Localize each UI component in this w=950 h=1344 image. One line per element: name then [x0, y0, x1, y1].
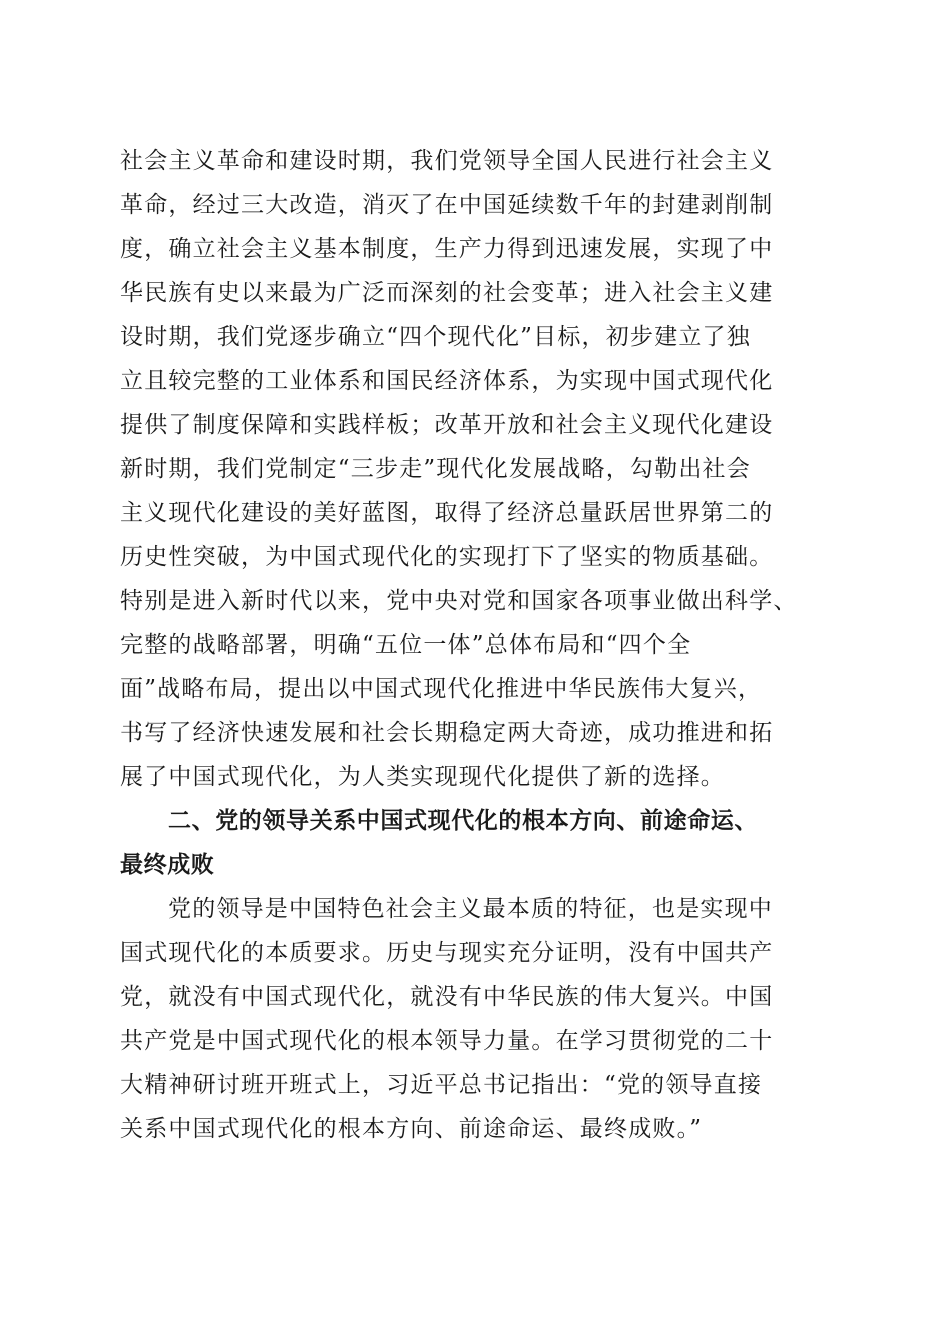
- paragraph-2-line: 党，就没有中国式现代化，就没有中华民族的伟大复兴。中国: [120, 984, 774, 1010]
- paragraph-1-line: 社会主义革命和建设时期，我们党领导全国人民进行社会主义: [120, 148, 774, 174]
- paragraph-1-line: 面”战略布局，提出以中国式现代化推进中华民族伟大复兴，: [120, 676, 763, 702]
- paragraph-1-line: 设时期，我们党逐步确立“四个现代化”目标，初步建立了独: [120, 324, 751, 350]
- paragraph-2-line: 大精神研讨班开班式上，习近平总书记指出：“党的领导直接: [120, 1072, 763, 1098]
- paragraph-2-line: 共产党是中国式现代化的根本领导力量。在学习贯彻党的二十: [120, 1028, 774, 1054]
- paragraph-1-line: 特别是进入新时代以来，党中央对党和国家各项事业做出科学、: [120, 588, 798, 614]
- paragraph-1-line: 完整的战略部署，明确“五位一体”总体布局和“四个全: [120, 632, 692, 658]
- paragraph-1-line: 革命，经过三大改造，消灭了在中国延续数千年的封建剥削制: [120, 192, 774, 218]
- paragraph-1-line: 华民族有史以来最为广泛而深刻的社会变革；进入社会主义建: [120, 280, 774, 306]
- paragraph-2-line: 党的领导是中国特色社会主义最本质的特征，也是实现中: [168, 896, 773, 922]
- paragraph-2-line: 国式现代化的本质要求。历史与现实充分证明，没有中国共产: [120, 940, 774, 966]
- section-heading: 二、党的领导关系中国式现代化的根本方向、前途命运、: [168, 808, 758, 834]
- section-heading: 最终成败: [120, 852, 215, 878]
- paragraph-2-line: 关系中国式现代化的根本方向、前途命运、最终成败。”: [120, 1116, 703, 1142]
- paragraph-1-line: 书写了经济快速发展和社会长期稳定两大奇迹，成功推进和拓: [120, 720, 774, 746]
- paragraph-1-line: 提供了制度保障和实践样板；改革开放和社会主义现代化建设: [120, 412, 774, 438]
- paragraph-1-line: 立且较完整的工业体系和国民经济体系，为实现中国式现代化: [120, 368, 774, 394]
- paragraph-1-line: 新时期，我们党制定“三步走”现代化发展战略，勾勒出社会: [120, 456, 751, 482]
- paragraph-1-line: 历史性突破，为中国式现代化的实现打下了坚实的物质基础。: [120, 544, 774, 570]
- paragraph-1-line: 度，确立社会主义基本制度，生产力得到迅速发展，实现了中: [120, 236, 774, 262]
- paragraph-1-line: 主义现代化建设的美好蓝图，取得了经济总量跃居世界第二的: [120, 500, 774, 526]
- paragraph-1-line: 展了中国式现代化，为人类实现现代化提供了新的选择。: [120, 764, 725, 790]
